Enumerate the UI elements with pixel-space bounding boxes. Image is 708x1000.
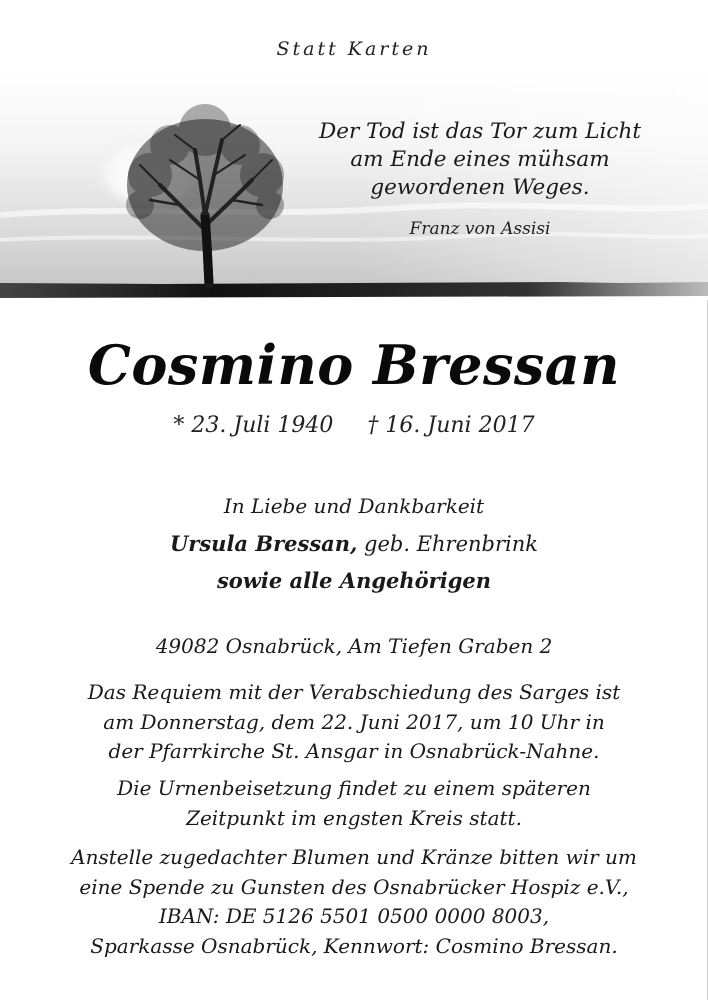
death-date: † 16. Juni 2017 bbox=[367, 413, 535, 438]
mourner-maiden-name: geb. Ehrenbrink bbox=[357, 532, 538, 556]
donation-paragraph bbox=[0, 843, 708, 961]
requiem-line: der Pfarrkirche St. Ansgar in Osnabrück-Nahne. bbox=[108, 739, 600, 763]
urn-line: Die Urnenbeisetzung findet zu einem späteren bbox=[117, 776, 591, 800]
donation-line: eine Spende zu Gunsten des Osnabrücker Hospiz e.V., bbox=[79, 874, 629, 899]
address: 49082 Osnabrück, Am Tiefen Graben 2 bbox=[155, 634, 553, 658]
relatives: sowie alle Angehörigen bbox=[216, 568, 492, 593]
mourner-name: Ursula Bressan, bbox=[169, 531, 358, 556]
quote bbox=[310, 118, 650, 202]
urn-paragraph bbox=[0, 774, 708, 833]
quote-author: Franz von Assisi bbox=[409, 219, 551, 239]
quote-line: am Ende eines mühsam bbox=[350, 147, 610, 172]
urn-line: Zeitpunkt im engsten Kreis statt. bbox=[186, 805, 522, 830]
requiem-paragraph bbox=[0, 678, 708, 767]
donation-line: Anstelle zugedachter Blumen und Kränze bitten wir um bbox=[71, 845, 637, 869]
requiem-line: am Donnerstag, dem 22. Juni 2017, um 10 Uhr in bbox=[103, 709, 605, 734]
birth-date: * 23. Juli 1940 bbox=[173, 413, 334, 438]
life-dates bbox=[0, 413, 708, 438]
donation-line: Sparkasse Osnabrück, Kennwort: Cosmino Bressan. bbox=[90, 933, 618, 958]
deceased-name: Cosmino Bressan bbox=[87, 333, 621, 397]
donation-line: IBAN: DE 5126 5501 0500 0000 8003, bbox=[158, 904, 550, 928]
dedication: In Liebe und Dankbarkeit bbox=[223, 494, 485, 518]
header-text: Statt Karten bbox=[276, 38, 432, 60]
requiem-line: Das Requiem mit der Verabschiedung des Sarges ist bbox=[87, 680, 621, 704]
quote-line: Der Tod ist das Tor zum Licht bbox=[319, 119, 641, 144]
mourner bbox=[0, 531, 708, 556]
quote-line: gewordenen Weges. bbox=[370, 175, 590, 200]
